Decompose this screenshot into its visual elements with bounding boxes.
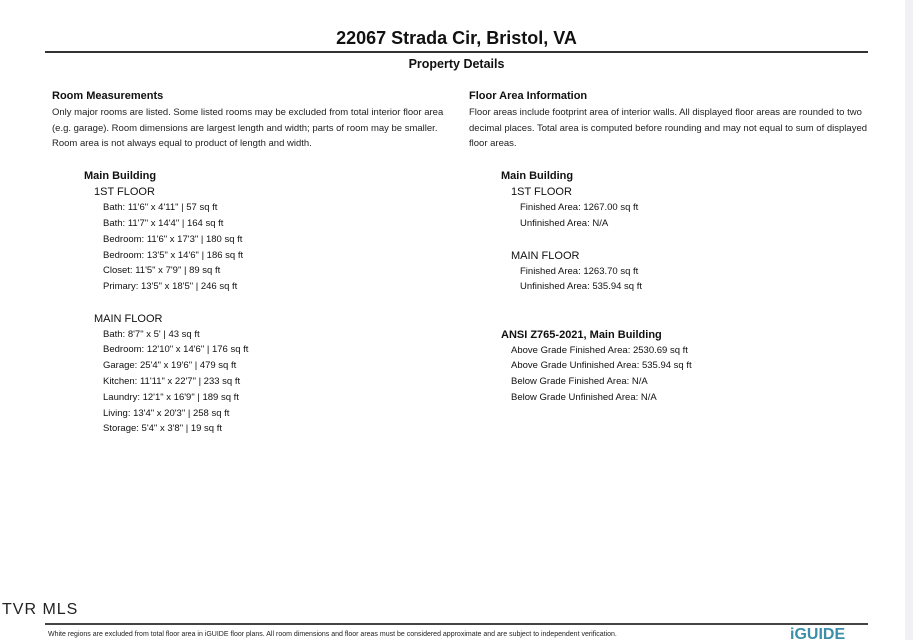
floor-heading: 1ST FLOOR — [511, 186, 572, 199]
room-item: Bedroom: 13'5" x 14'6" | 186 sq ft — [103, 249, 244, 261]
ansi-heading: ANSI Z765-2021, Main Building — [501, 328, 662, 341]
room-item: Bedroom: 12'10" x 14'6" | 176 sq ft — [103, 344, 249, 356]
page-edge — [905, 0, 913, 640]
footer-divider — [45, 623, 868, 625]
room-measurements-section — [52, 90, 472, 437]
area-item: Unfinished Area: N/A — [520, 217, 609, 229]
section-heading: Floor Area Information — [469, 90, 588, 102]
room-item: Closet: 11'5" x 7'9" | 89 sq ft — [103, 265, 221, 277]
room-item: Bath: 11'6" x 4'11" | 57 sq ft — [103, 202, 218, 214]
description-line: Floor areas include footprint area of interior walls. All displayed floor areas are rounded to two — [469, 107, 862, 118]
floor-area-section — [469, 90, 889, 406]
mls-watermark: TVR MLS — [2, 601, 79, 618]
building-heading: Main Building — [501, 170, 574, 183]
room-item: Bath: 11'7" x 14'4" | 164 sq ft — [103, 217, 224, 229]
iguide-logo: iGUIDE — [790, 626, 846, 643]
description-line: (e.g. garage). Room dimensions are largest length and width; parts of room may be smaller. — [52, 122, 438, 134]
area-item: Finished Area: 1267.00 sq ft — [520, 202, 639, 214]
room-item: Laundry: 12'1" x 16'9" | 189 sq ft — [103, 391, 239, 403]
building-heading: Main Building — [84, 170, 157, 183]
room-item: Living: 13'4" x 20'3" | 258 sq ft — [103, 407, 230, 419]
ansi-item: Above Grade Unfinished Area: 535.94 sq ft — [511, 360, 692, 372]
ansi-item: Above Grade Finished Area: 2530.69 sq ft — [511, 344, 688, 356]
section-description — [469, 105, 889, 152]
ansi-item: Below Grade Finished Area: N/A — [511, 376, 648, 388]
room-item: Primary: 13'5" x 18'5" | 246 sq ft — [103, 281, 238, 293]
ansi-item: Below Grade Unfinished Area: N/A — [511, 392, 657, 404]
page-subtitle: Property Details — [408, 57, 505, 71]
room-item: Bath: 8'7" x 5' | 43 sq ft — [103, 328, 200, 340]
room-item: Garage: 25'4" x 19'6" | 479 sq ft — [103, 360, 237, 372]
floor-heading: 1ST FLOOR — [94, 186, 155, 199]
room-item: Storage: 5'4" x 3'8" | 19 sq ft — [103, 423, 222, 435]
title-divider — [45, 51, 868, 53]
description-line: floor areas. — [469, 138, 517, 150]
room-item: Bedroom: 11'6" x 17'3" | 180 sq ft — [103, 233, 243, 245]
section-heading: Room Measurements — [52, 90, 164, 102]
floor-heading: MAIN FLOOR — [94, 312, 163, 325]
section-description — [52, 105, 472, 152]
description-line: decimal places. Total area is computed before rounding and may not equal to sum of displayed — [469, 122, 868, 134]
room-item: Kitchen: 11'11" x 22'7" | 233 sq ft — [103, 376, 241, 388]
area-item: Finished Area: 1263.70 sq ft — [520, 265, 639, 277]
description-line: Room area is not always equal to product of length and width. — [52, 138, 312, 150]
area-item: Unfinished Area: 535.94 sq ft — [520, 281, 642, 293]
description-line: Only major rooms are listed. Some listed rooms may be excluded from total interior floor area — [52, 107, 444, 118]
page-title: 22067 Strada Cir, Bristol, VA — [336, 28, 577, 48]
floor-heading: MAIN FLOOR — [511, 249, 580, 262]
footer-disclaimer: White regions are excluded from total floor area in iGUIDE floor plans. All room dimensions and floor areas must be considered approximate and are subject to independent verification. — [48, 631, 617, 638]
